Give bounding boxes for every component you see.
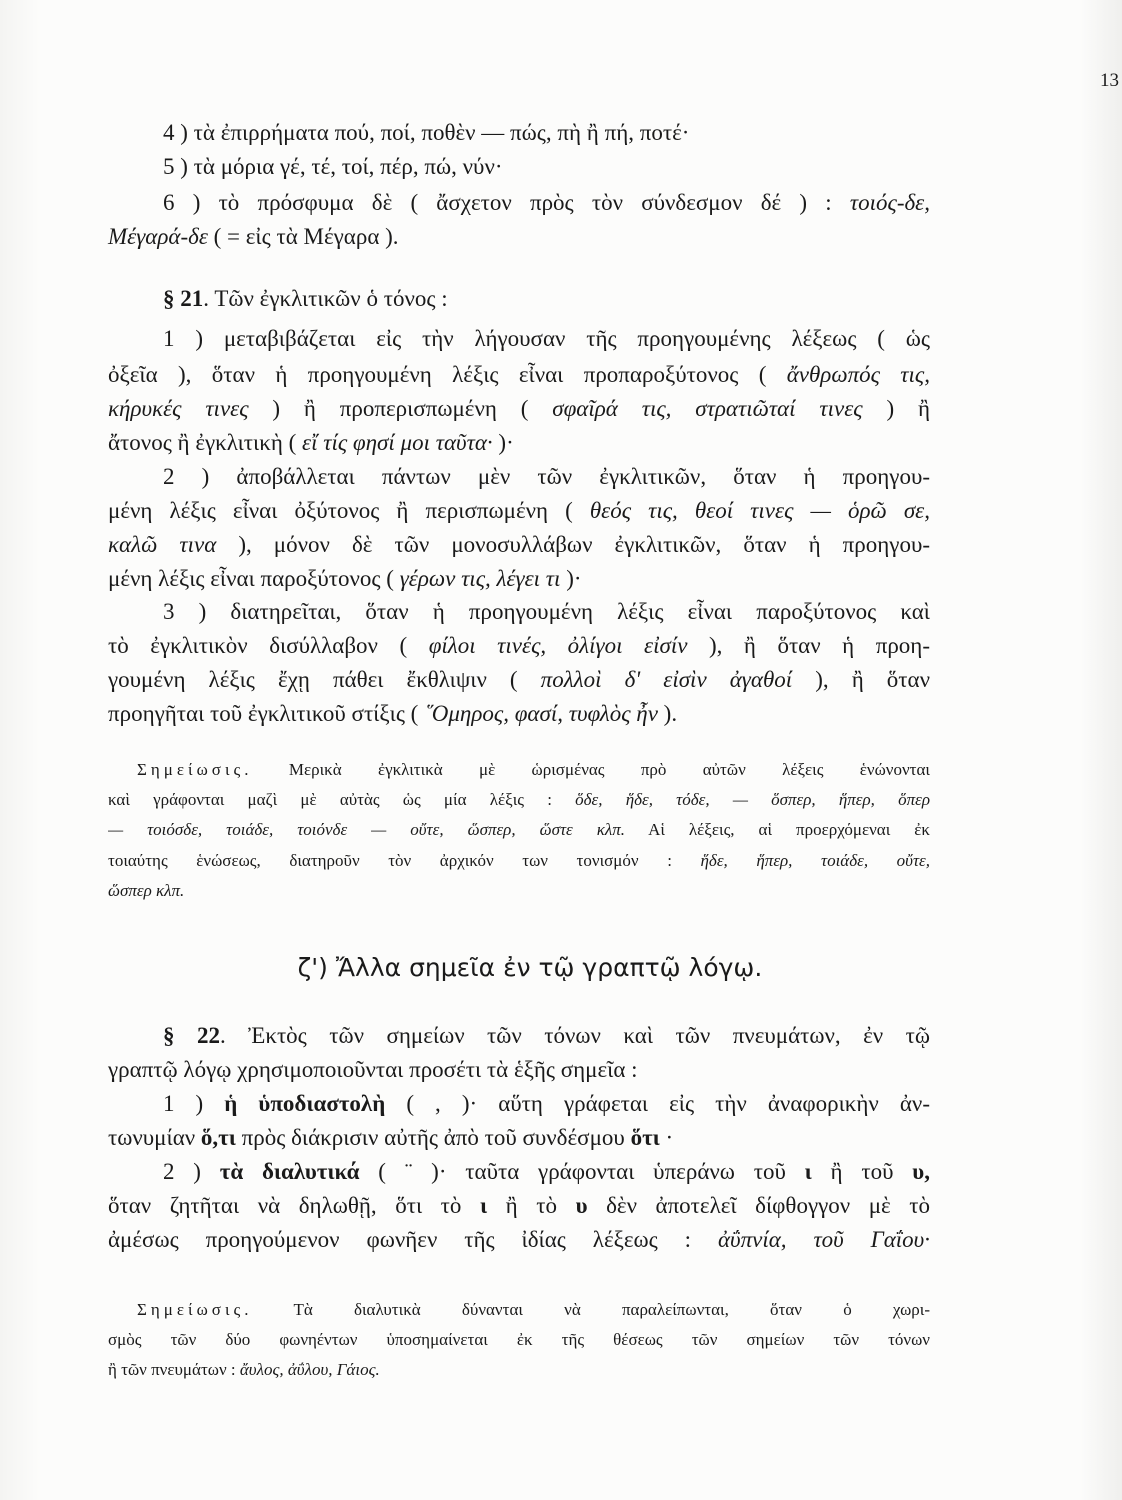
note-line: [108, 851, 930, 871]
text-segment: μένη λέξις εἶναι παροξύτονος (: [108, 566, 400, 591]
text-line: [108, 1227, 930, 1253]
bold-text: § 21: [163, 286, 204, 311]
text-line: [108, 362, 930, 388]
italic-example: θεός τις, θεοί τινες — ὁρῶ σε,: [589, 498, 930, 523]
text-segment: σμὸς τῶν δύο φωνηέντων ὑποσημαίνεται ἐκ τῆς θέσεως τῶν σημείων τῶν τόνων: [108, 1330, 930, 1349]
bold-text: υ: [575, 1193, 588, 1218]
italic-example: ἄυλος, ἀΰλου, Γάιος.: [239, 1360, 380, 1379]
text-segment: ἢ τὸ: [487, 1193, 576, 1218]
italic-example: ὅδε, ἥδε, τόδε, — ὅσπερ, ἥπερ, ὅπερ: [575, 790, 930, 809]
bold-text: ὅτι: [630, 1125, 660, 1150]
italic-example: κήρυκές τινες: [108, 396, 249, 421]
text-line: [163, 1091, 930, 1117]
text-segment: ἢ τοῦ: [811, 1159, 913, 1184]
text-segment: ) ἢ: [862, 396, 930, 421]
text-line: [163, 190, 930, 216]
text-line: [108, 667, 930, 693]
text-segment: 5 ) τὰ μόρια γέ, τέ, τοί, πέρ, πώ, νύν·: [163, 154, 503, 179]
italic-example: τοιός-δε,: [849, 190, 930, 215]
text-segment: )·: [560, 566, 582, 591]
italic-example: ἥδε, ἥπερ, τοιάδε, οὔτε,: [700, 851, 930, 870]
text-segment: καὶ γράφονται μαζὶ μὲ αὐτὰς ὡς μία λέξις :: [108, 790, 576, 809]
note-label: Σημείωσις.: [137, 1300, 253, 1319]
italic-example: Μέγαρά-δε: [108, 224, 208, 249]
note-line: [137, 1300, 930, 1320]
text-line: [108, 1125, 673, 1151]
text-segment: Τὰ διαλυτικὰ δύνανται νὰ παραλείπωνται, ὅταν ὁ χωρι-: [252, 1300, 930, 1319]
note-line: [108, 1330, 930, 1350]
note-line: [108, 1360, 380, 1380]
bold-text: υ,: [912, 1159, 930, 1184]
text-segment: τωνυμίαν: [108, 1125, 201, 1150]
italic-example: ἄνθρωπός τις,: [786, 362, 930, 387]
text-segment: γουμένη λέξις ἔχῃ πάθει ἔκθλιψιν (: [108, 667, 541, 692]
text-segment: ).: [657, 701, 678, 726]
text-line: [163, 1023, 930, 1049]
text-segment: 3 ) διατηρεῖται, ὅταν ἡ προηγουμένη λέξις εἶναι παροξύτονος καὶ: [163, 599, 930, 624]
bold-text: ὅ,τι: [200, 1125, 236, 1150]
text-segment: τοιαύτης ἑνώσεως, διατηροῦν τὸν ἀρχικόν των τονισμόν :: [108, 851, 701, 870]
text-line: [108, 1057, 638, 1083]
text-line: [108, 396, 930, 422]
text-segment: Αἱ λέξεις, αἱ προερχόμεναι ἐκ: [625, 820, 930, 839]
text-segment: προηγῆται τοῦ ἐγκλιτικοῦ στίξις (: [108, 701, 425, 726]
italic-example: φίλοι τινές, ὀλίγοι εἰσίν: [428, 633, 688, 658]
text-segment: ( = εἰς τὰ Μέγαρα ).: [207, 224, 399, 249]
text-segment: 6 ) τὸ πρόσφυμα δὲ ( ἄσχετον πρὸς τὸν σύνδεσμον δέ ) :: [163, 190, 850, 215]
italic-example: — τοιόσδε, τοιάδε, τοιόνδε — οὔτε, ὥσπερ, ὥστε κλπ.: [108, 820, 626, 839]
text-segment: 2 ): [163, 1159, 220, 1184]
text-line: [108, 532, 930, 558]
text-line: [108, 1193, 930, 1219]
note-line: [108, 881, 184, 901]
text-line: [163, 326, 930, 352]
italic-example: ἀΰπνία, τοῦ Γαΐου·: [717, 1227, 930, 1252]
note-line: [108, 820, 930, 840]
text-line: [163, 154, 503, 180]
text-segment: ) ἢ προπερισπωμένη (: [248, 396, 553, 421]
text-segment: )·: [492, 430, 514, 455]
italic-example: ὥσπερ κλπ.: [108, 881, 185, 900]
note-label: Σημείωσις.: [137, 760, 253, 779]
text-segment: . Ἐκτὸς τῶν σημείων τῶν τόνων καὶ τῶν πνευμάτων, ἐν τῷ: [219, 1023, 930, 1048]
bold-text: ι: [804, 1159, 812, 1184]
text-segment: ), ἢ ὅταν ἡ προη-: [687, 633, 930, 658]
text-segment: ( ¨ )· ταῦτα γράφονται ὑπεράνω τοῦ: [359, 1159, 805, 1184]
bold-text: ι: [479, 1193, 488, 1218]
bold-text: τὰ διαλυτικά: [219, 1159, 360, 1184]
text-segment: ζ') Ἄλλα σημεῖα ἐν τῷ γραπτῷ λόγῳ.: [297, 953, 763, 982]
text-segment: 1 ) μεταβιβάζεται εἰς τὴν λήγουσαν τῆς προηγουμένης λέξεως ( ὡς: [163, 326, 930, 351]
italic-example: πολλοὶ δ' εἰσὶν ἀγαθοί: [540, 667, 793, 692]
text-segment: ὅταν ζητῆται νὰ δηλωθῇ, ὅτι τὸ: [108, 1193, 480, 1218]
text-segment: δὲν ἀποτελεῖ δίφθογγον μὲ τὸ: [587, 1193, 930, 1218]
page-number: 13: [1100, 70, 1119, 91]
text-segment: ὀξεῖα ), ὅταν ἡ προηγουμένη λέξις εἶναι προπαροξύτονος (: [108, 362, 787, 387]
text-segment: γραπτῷ λόγῳ χρησιμοποιοῦνται προσέτι τὰ ἑξῆς σημεῖα :: [108, 1057, 638, 1082]
text-segment: ·: [659, 1125, 674, 1150]
text-segment: ἀμέσως προηγούμενον φωνῆεν τῆς ἰδίας λέξεως :: [108, 1227, 718, 1252]
section-heading: [0, 953, 1060, 983]
text-segment: πρὸς διάκρισιν αὐτῆς ἀπὸ τοῦ συνδέσμου: [235, 1125, 631, 1150]
text-line: [163, 1159, 930, 1185]
text-line: [108, 224, 399, 250]
italic-example: σφαῖρά τις, στρατιῶταί τινες: [552, 396, 863, 421]
bold-text: ἡ ὑποδιαστολὴ: [224, 1091, 386, 1116]
note-line: [108, 790, 930, 810]
italic-example: εἴ τίς φησί μοι ταῦτα·: [302, 430, 493, 455]
text-line: [108, 430, 514, 456]
text-segment: ), ἢ ὅταν: [792, 667, 930, 692]
italic-example: ῞Ομηρος, φασί, τυφλὸς ἦν: [424, 701, 658, 726]
text-line: [108, 633, 930, 659]
text-segment: . Τῶν ἐγκλιτικῶν ὁ τόνος :: [203, 286, 448, 311]
text-line: [108, 701, 677, 727]
text-line: [163, 464, 930, 490]
text-segment: 2 ) ἀποβάλλεται πάντων μὲν τῶν ἐγκλιτικῶν, ὅταν ἡ προηγου-: [163, 464, 930, 489]
note-line: [137, 760, 930, 780]
text-line: [163, 286, 448, 312]
italic-example: καλῶ τινα: [108, 532, 217, 557]
italic-example: γέρων τις, λέγει τι: [399, 566, 561, 591]
bold-text: § 22: [163, 1023, 220, 1048]
text-segment: ), μόνον δὲ τῶν μονοσυλλάβων ἐγκλιτικῶν, ὅταν ἡ προηγου-: [216, 532, 930, 557]
text-segment: ἢ τῶν πνευμάτων :: [108, 1360, 240, 1379]
text-segment: ἄτονος ἢ ἐγκλιτικὴ (: [108, 430, 303, 455]
text-line: [163, 120, 689, 146]
text-segment: 1 ): [163, 1091, 225, 1116]
text-segment: Μερικὰ ἐγκλιτικὰ μὲ ὡρισμένας πρὸ αὐτῶν λέξεις ἑνώνονται: [252, 760, 930, 779]
text-segment: τὸ ἐγκλιτικὸν δισύλλαβον (: [108, 633, 429, 658]
text-segment: μένη λέξις εἶναι ὀξύτονος ἢ περισπωμένη (: [108, 498, 590, 523]
text-segment: ( , )· αὕτη γράφεται εἰς τὴν ἀναφορικὴν ἀν-: [385, 1091, 930, 1116]
text-line: [163, 599, 930, 625]
text-segment: 4 ) τὰ ἐπιρρήματα πού, ποί, ποθὲν — πώς, πὴ ἢ πή, ποτέ·: [163, 120, 690, 145]
text-line: [108, 566, 582, 592]
text-line: [108, 498, 930, 524]
